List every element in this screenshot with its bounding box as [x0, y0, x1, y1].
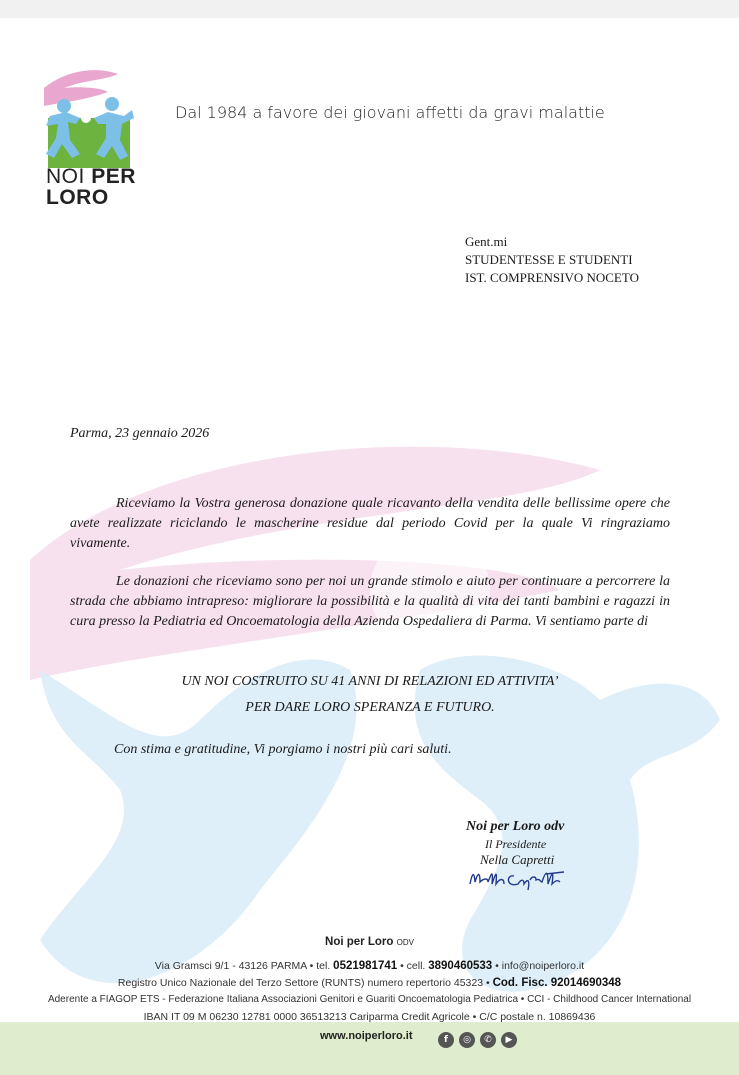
logo-text: [46, 166, 136, 208]
footer-org-name: [0, 936, 739, 948]
highlight-line-2: PER DARE LORO SPERANZA E FUTURO.: [245, 700, 495, 715]
footer-contacts: [0, 960, 739, 972]
signature-role: Il Presidente: [485, 837, 547, 851]
handwritten-signature: [466, 866, 576, 892]
footer-org-suffix: ODV: [396, 938, 414, 947]
footer-website-link[interactable]: www.noiperloro.it: [320, 1030, 413, 1042]
tagline: Dal 1984 a favore dei giovani affetti da gravi malattie: [175, 103, 605, 122]
footer-iban: IBAN IT 09 M 06230 12781 0000 36513213 Cariparma Credit Agricole • C/C postale n. 10869436: [143, 1011, 596, 1023]
footer-registry: [0, 977, 739, 989]
whatsapp-icon[interactable]: ✆: [480, 1032, 496, 1048]
recipient-line-3: IST. COMPRENSIVO NOCETO: [465, 270, 639, 285]
recipient-greeting: Gent.mi: [465, 234, 508, 249]
highlight-line-1: UN NOI COSTRUITO SU 41 ANNI DI RELAZIONI ED ATTIVITA’: [181, 674, 559, 689]
footer-tel: 0521981741: [333, 960, 398, 972]
footer-org-name-text: Noi per Loro: [325, 936, 394, 948]
footer-registry-text: Registro Unico Nazionale del Terzo Settore (RUNTS) numero repertorio 45323 •: [117, 977, 490, 989]
body-paragraph-2: Le donazioni che riceviamo sono per noi un grande stimolo e aiuto per continuare a percorrere la strada che abbiamo intrapreso: migliorare la possibilità e la qualità di vita dei tanti bambini e ragazzi in cura presso la Pediatria ed Oncoematologia della Azienda Ospedaliera di Parma. Vi sentiamo parte di: [70, 574, 670, 629]
footer-address: Via Gramsci 9/1 - 43126 PARMA • tel.: [154, 960, 331, 972]
recipient-line-2: STUDENTESSE E STUDENTI: [465, 252, 633, 267]
signature-name: Nella Capretti: [480, 852, 555, 867]
youtube-icon[interactable]: ▶: [501, 1032, 517, 1048]
logo-word-per: PER: [91, 165, 136, 188]
footer-membership: Aderente a FIAGOP ETS - Federazione Italiana Associazioni Genitori e Guariti Oncoematologia Pediatrica • CCI - Childhood Cancer International: [47, 994, 692, 1005]
signature-org: Noi per Loro odv: [466, 819, 565, 834]
body-paragraph-1: Riceviamo la Vostra generosa donazione quale ricavanto della vendita delle bellissime opere che avete realizzate riciclando le mascherine residue dal periodo Covid per la quale Vi ringraziamo vivamente.: [70, 496, 670, 551]
footer-cell-label: • cell.: [400, 960, 426, 972]
logo-word-loro: LORO: [46, 186, 109, 209]
footer-cell: 3890460533: [428, 960, 493, 972]
instagram-icon[interactable]: ◎: [459, 1032, 475, 1048]
footer-email[interactable]: • info@noiperloro.it: [495, 960, 585, 972]
top-strip: [0, 0, 739, 18]
recipient-block: [465, 233, 639, 287]
logo-word-noi: NOI: [46, 165, 85, 188]
letter-date: Parma, 23 gennaio 2026: [70, 426, 210, 441]
social-icons: [438, 1032, 517, 1048]
facebook-icon[interactable]: f: [438, 1032, 454, 1048]
closing-line: Con stima e gratitudine, Vi porgiamo i nostri più cari saluti.: [114, 742, 452, 757]
footer-cod-fisc: Cod. Fisc. 92014690348: [492, 977, 622, 989]
